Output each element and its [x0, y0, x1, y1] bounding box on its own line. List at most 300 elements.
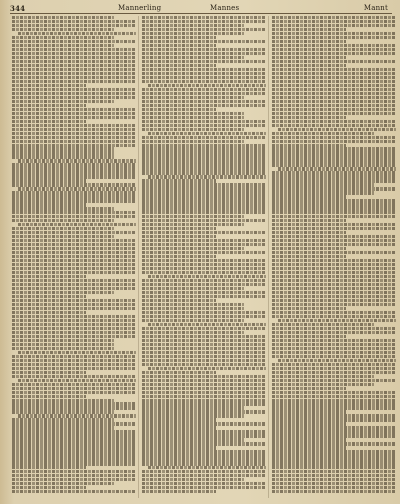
- text-line: [142, 147, 266, 150]
- text-line: [12, 335, 136, 338]
- text-line: [142, 104, 266, 107]
- text-line: [12, 231, 136, 234]
- text-line: [272, 28, 346, 31]
- text-line: [142, 395, 266, 398]
- text-line: [12, 24, 136, 27]
- text-line: [272, 279, 396, 282]
- text-line: [12, 347, 114, 350]
- text-line: [12, 199, 136, 202]
- text-line: [142, 191, 266, 194]
- text-line: [272, 402, 396, 405]
- text-line: [272, 430, 396, 433]
- text-line: [12, 446, 136, 449]
- text-line: [272, 44, 396, 47]
- text-line: [142, 355, 266, 358]
- text-line: [272, 335, 346, 338]
- text-line: [142, 335, 266, 338]
- text-line: [12, 56, 136, 59]
- text-line: [12, 343, 114, 346]
- text-line: [272, 343, 396, 346]
- text-line: [12, 383, 136, 386]
- text-line: [272, 235, 396, 238]
- text-line: [272, 474, 396, 477]
- text-line: [142, 171, 266, 174]
- text-line: [12, 40, 136, 43]
- text-line: [272, 410, 346, 413]
- text-line: [12, 84, 86, 87]
- text-line: [142, 159, 266, 162]
- text-line: [12, 60, 136, 63]
- text-line: [272, 275, 396, 278]
- text-line: [12, 112, 136, 115]
- text-line: [142, 438, 244, 441]
- text-column-3: [272, 16, 396, 500]
- text-line: [12, 434, 136, 437]
- text-line: [148, 367, 266, 370]
- text-line: [142, 383, 266, 386]
- text-line: [12, 331, 136, 334]
- text-line: [272, 140, 396, 143]
- text-line: [12, 478, 136, 481]
- text-line: [142, 112, 244, 115]
- text-line: [272, 287, 396, 290]
- text-line: [12, 454, 136, 457]
- text-line: [272, 399, 396, 402]
- text-line: [12, 175, 136, 178]
- text-line: [142, 100, 266, 103]
- text-line: [272, 434, 396, 437]
- text-line: [142, 422, 266, 425]
- text-line: [18, 159, 136, 162]
- text-line: [142, 454, 266, 457]
- text-line: [142, 339, 266, 342]
- text-line: [142, 307, 244, 310]
- text-line: [142, 315, 266, 318]
- text-line: [142, 482, 266, 485]
- text-line: [12, 255, 136, 258]
- text-line: [272, 446, 346, 449]
- text-line: [142, 124, 266, 127]
- text-line: [142, 458, 266, 461]
- text-line: [12, 466, 86, 469]
- text-line: [272, 36, 396, 39]
- text-line: [142, 96, 244, 99]
- text-line: [272, 347, 396, 350]
- text-line: [272, 151, 396, 154]
- text-line: [12, 128, 136, 131]
- text-line: [12, 367, 136, 370]
- text-line: [142, 271, 266, 274]
- text-line: [272, 124, 396, 127]
- text-line: [272, 219, 346, 222]
- text-line: [272, 116, 346, 119]
- text-line: [142, 311, 266, 314]
- text-line: [272, 442, 396, 445]
- text-line: [272, 414, 396, 417]
- text-line: [142, 92, 266, 95]
- text-line: [12, 215, 136, 218]
- page-number: 344: [10, 4, 26, 13]
- text-line: [142, 144, 266, 147]
- text-line: [272, 183, 374, 186]
- column-divider: [138, 16, 139, 498]
- text-line: [142, 414, 244, 417]
- text-line: [272, 223, 396, 226]
- text-line: [18, 379, 136, 382]
- text-line: [12, 422, 136, 425]
- text-line: [272, 171, 396, 174]
- text-line: [12, 339, 114, 342]
- text-line: [142, 478, 244, 481]
- text-line: [142, 235, 216, 238]
- text-line: [142, 259, 266, 262]
- text-line: [142, 16, 266, 19]
- text-line: [142, 116, 244, 119]
- text-line: [12, 458, 136, 461]
- text-line: [12, 132, 136, 135]
- text-line: [272, 199, 396, 202]
- text-line: [142, 426, 216, 429]
- text-line: [142, 387, 266, 390]
- text-line: [12, 319, 136, 322]
- text-line: [272, 478, 396, 481]
- text-line: [12, 20, 136, 23]
- text-line: [142, 418, 216, 421]
- text-line: [12, 442, 136, 445]
- text-line: [12, 96, 136, 99]
- text-line: [12, 155, 114, 158]
- text-line: [272, 144, 346, 147]
- text-line: [272, 159, 396, 162]
- text-line: [272, 271, 396, 274]
- text-line: [12, 44, 114, 47]
- text-line: [12, 474, 136, 477]
- text-line: [142, 52, 266, 55]
- text-line: [142, 36, 216, 39]
- header-rule: [10, 13, 392, 14]
- text-line: [272, 251, 396, 254]
- text-line: [142, 263, 266, 266]
- text-line: [272, 52, 396, 55]
- text-line: [142, 359, 266, 362]
- text-line: [142, 80, 266, 83]
- text-line: [142, 406, 244, 409]
- text-line: [272, 259, 396, 262]
- text-line: [142, 299, 216, 302]
- text-line: [12, 16, 114, 19]
- text-line: [12, 235, 114, 238]
- text-line: [12, 391, 136, 394]
- text-line: [12, 219, 114, 222]
- text-line: [142, 20, 266, 23]
- text-line: [12, 147, 114, 150]
- text-line: [272, 96, 396, 99]
- text-line: [142, 283, 266, 286]
- text-line: [272, 263, 396, 266]
- text-line: [18, 223, 136, 226]
- text-line: [18, 414, 136, 417]
- text-line: [272, 84, 396, 87]
- text-line: [148, 175, 266, 178]
- text-line: [142, 379, 266, 382]
- text-line: [142, 343, 266, 346]
- text-line: [142, 108, 216, 111]
- text-line: [142, 243, 266, 246]
- text-line: [12, 291, 114, 294]
- text-line: [272, 16, 396, 19]
- text-line: [142, 303, 244, 306]
- text-line: [272, 108, 396, 111]
- text-line: [272, 215, 396, 218]
- text-line: [142, 295, 266, 298]
- text-line: [278, 167, 396, 170]
- text-line: [142, 24, 244, 27]
- text-line: [12, 144, 136, 147]
- text-line: [12, 275, 86, 278]
- running-head-right: Mannt: [363, 4, 388, 12]
- text-line: [12, 88, 136, 91]
- text-line: [272, 100, 396, 103]
- text-line: [272, 438, 346, 441]
- text-line: [12, 211, 136, 214]
- text-line: [12, 486, 86, 489]
- text-line: [12, 80, 136, 83]
- text-line: [18, 351, 136, 354]
- text-line: [12, 195, 136, 198]
- text-line: [272, 40, 346, 43]
- text-line: [12, 227, 114, 230]
- text-line: [12, 120, 86, 123]
- text-line: [12, 52, 136, 55]
- text-line: [12, 72, 136, 75]
- text-line: [142, 410, 266, 413]
- text-line: [272, 64, 346, 67]
- text-line: [272, 88, 396, 91]
- text-line: [272, 363, 396, 366]
- text-line: [272, 355, 396, 358]
- text-line: [12, 116, 136, 119]
- text-line: [12, 295, 86, 298]
- text-line: [12, 307, 136, 310]
- text-line: [12, 426, 114, 429]
- text-line: [148, 466, 266, 469]
- text-line: [272, 147, 396, 150]
- text-line: [142, 486, 266, 489]
- text-line: [12, 375, 136, 378]
- text-line: [272, 482, 396, 485]
- text-line: [142, 319, 244, 322]
- text-line: [278, 319, 396, 322]
- text-line: [272, 450, 396, 453]
- text-line: [142, 203, 266, 206]
- text-line: [142, 195, 266, 198]
- text-line: [142, 68, 266, 71]
- text-line: [142, 450, 266, 453]
- text-line: [272, 163, 396, 166]
- text-line: [142, 163, 266, 166]
- text-line: [272, 315, 396, 318]
- text-line: [272, 132, 374, 135]
- text-line: [142, 430, 266, 433]
- text-line: [272, 255, 346, 258]
- text-line: [272, 486, 396, 489]
- text-line: [142, 227, 216, 230]
- text-line: [272, 72, 396, 75]
- text-line: [142, 391, 266, 394]
- text-line: [142, 446, 216, 449]
- text-line: [12, 171, 136, 174]
- running-head-left: Mannerling: [118, 4, 162, 12]
- text-line: [12, 406, 136, 409]
- text-line: [142, 255, 216, 258]
- text-line: [12, 151, 114, 154]
- text-line: [12, 430, 136, 433]
- text-line: [142, 351, 266, 354]
- text-line: [272, 339, 396, 342]
- text-line: [272, 60, 396, 63]
- text-line: [12, 271, 136, 274]
- text-line: [142, 136, 266, 139]
- text-line: [142, 363, 266, 366]
- text-line: [12, 251, 136, 254]
- text-line: [142, 215, 244, 218]
- text-line: [272, 80, 396, 83]
- text-line: [272, 227, 396, 230]
- text-line: [142, 291, 266, 294]
- text-line: [272, 92, 396, 95]
- text-line: [278, 359, 396, 362]
- text-line: [272, 291, 396, 294]
- text-line: [12, 259, 136, 262]
- text-line: [272, 311, 396, 314]
- text-line: [272, 231, 346, 234]
- text-line: [12, 140, 136, 143]
- text-line: [272, 68, 396, 71]
- column-divider: [268, 16, 269, 498]
- text-line: [272, 371, 396, 374]
- text-line: [142, 88, 266, 91]
- text-line: [142, 44, 216, 47]
- text-line: [18, 187, 136, 190]
- text-line: [12, 462, 136, 465]
- text-line: [142, 211, 266, 214]
- text-line: [12, 303, 136, 306]
- text-line: [272, 195, 346, 198]
- text-line: [142, 251, 266, 254]
- text-line: [142, 56, 244, 59]
- text-line: [272, 426, 396, 429]
- text-line: [278, 128, 396, 131]
- text-line: [272, 454, 396, 457]
- text-line: [12, 279, 136, 282]
- text-line: [142, 167, 266, 170]
- text-line: [12, 371, 86, 374]
- text-line: [12, 315, 136, 318]
- text-line: [142, 179, 216, 182]
- text-line: [142, 72, 266, 75]
- text-line: [12, 418, 114, 421]
- text-line: [142, 155, 266, 158]
- text-line: [12, 183, 136, 186]
- text-line: [142, 402, 266, 405]
- text-line: [272, 395, 396, 398]
- text-line: [272, 418, 396, 421]
- text-line: [12, 490, 136, 493]
- text-line: [12, 387, 136, 390]
- text-line: [12, 482, 114, 485]
- text-line: [142, 490, 216, 493]
- text-line: [12, 48, 136, 51]
- text-line: [142, 28, 266, 31]
- text-line: [12, 267, 136, 270]
- text-line: [272, 187, 396, 190]
- text-line: [12, 363, 136, 366]
- text-line: [148, 132, 266, 135]
- text-line: [272, 104, 396, 107]
- text-line: [12, 283, 136, 286]
- text-line: [272, 383, 374, 386]
- text-line: [142, 76, 266, 79]
- text-line: [142, 279, 266, 282]
- text-line: [272, 422, 346, 425]
- text-line: [12, 402, 136, 405]
- text-line: [272, 323, 374, 326]
- text-line: [142, 327, 266, 330]
- text-line: [12, 191, 136, 194]
- text-line: [272, 466, 396, 469]
- text-line: [272, 295, 396, 298]
- text-line: [272, 303, 396, 306]
- text-line: [272, 387, 346, 390]
- text-line: [142, 231, 266, 234]
- text-line: [142, 371, 216, 374]
- text-line: [12, 163, 136, 166]
- text-line: [12, 76, 136, 79]
- text-line: [12, 167, 136, 170]
- text-line: [12, 136, 136, 139]
- text-line: [272, 243, 396, 246]
- text-line: [12, 359, 136, 362]
- text-line: [272, 207, 396, 210]
- text-line: [272, 76, 396, 79]
- text-line: [272, 327, 396, 330]
- text-line: [272, 462, 396, 465]
- text-line: [12, 100, 114, 103]
- text-line: [12, 28, 114, 31]
- text-line: [148, 84, 266, 87]
- text-line: [12, 64, 136, 67]
- text-line: [12, 263, 136, 266]
- text-line: [12, 179, 86, 182]
- text-line: [272, 191, 374, 194]
- text-line: [272, 155, 396, 158]
- text-line: [272, 20, 396, 23]
- text-line: [12, 323, 136, 326]
- text-line: [142, 375, 266, 378]
- text-line: [142, 399, 266, 402]
- text-line: [272, 283, 396, 286]
- text-line: [12, 247, 136, 250]
- text-line: [148, 323, 266, 326]
- text-line: [142, 462, 266, 465]
- text-line: [142, 151, 266, 154]
- text-line: [272, 136, 396, 139]
- text-line: [272, 299, 396, 302]
- text-line: [272, 48, 396, 51]
- text-line: [272, 379, 396, 382]
- text-line: [12, 311, 86, 314]
- text-line: [12, 104, 86, 107]
